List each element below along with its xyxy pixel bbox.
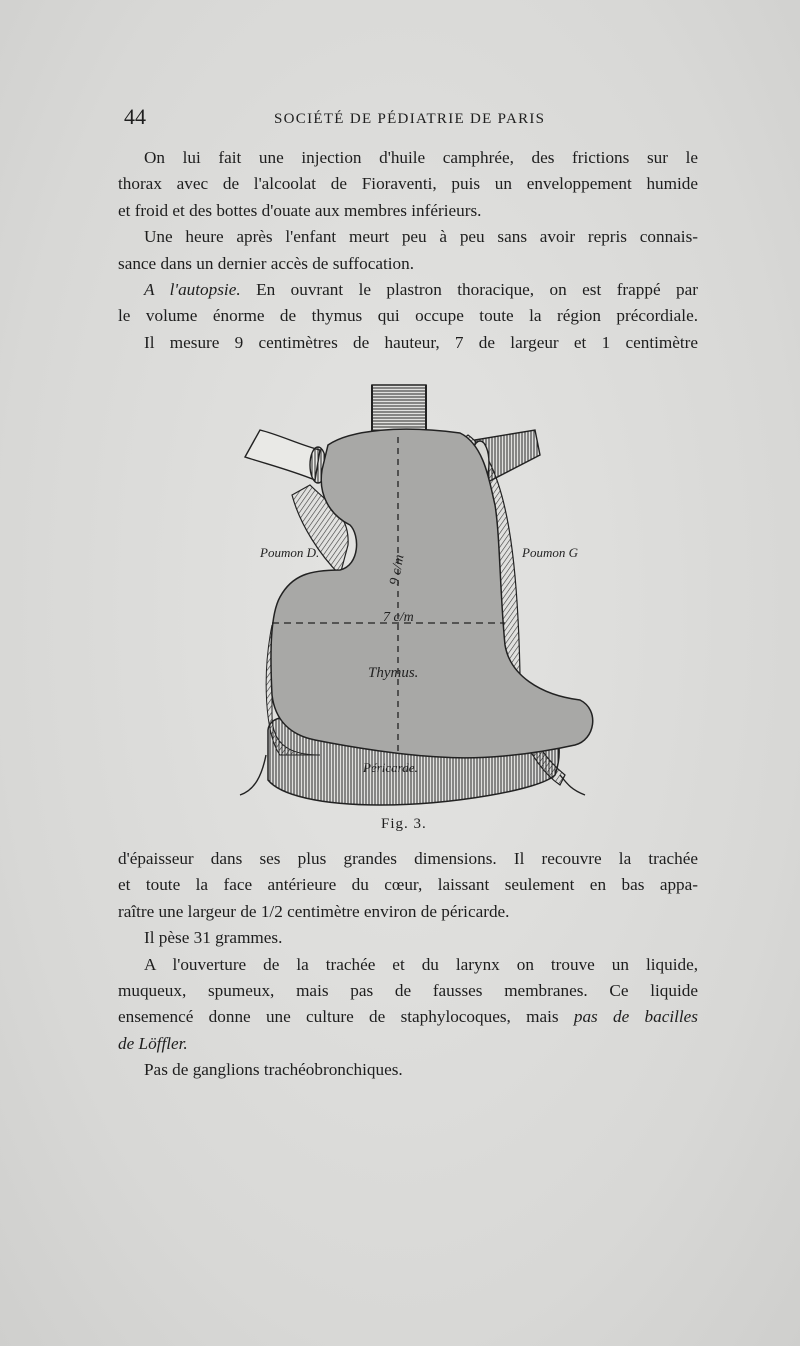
text-block-bottom: [118, 846, 698, 1084]
paragraph-line: Pas de ganglions trachéobronchiques.: [144, 1060, 403, 1080]
label-poumon-d: Poumon D.: [260, 545, 320, 560]
paragraph-line: thorax avec de l'alcoolat de Fioraventi, puis un enveloppement humide: [118, 174, 698, 194]
paragraph-line: et toute la face antérieure du cœur, laissant seulement en bas appa-: [118, 875, 698, 895]
paragraph-text: ensemencé donne une culture de staphylocoques, mais: [118, 1007, 574, 1027]
text-block-top: [118, 145, 698, 356]
paragraph-text: En ouvrant le plastron thoracique, on est frappé par: [240, 280, 698, 300]
running-header: [124, 104, 684, 134]
running-title: SOCIÉTÉ DE PÉDIATRIE DE PARIS: [274, 111, 546, 127]
paragraph-line: sance dans un dernier accès de suffocation.: [118, 253, 415, 273]
paragraph-line: muqueux, spumeux, mais pas de fausses membranes. Ce liquide: [118, 981, 698, 1001]
label-width: 7 c/m: [383, 610, 414, 625]
paragraph-line: et froid et des bottes d'ouate aux membres inférieurs.: [118, 200, 482, 220]
paragraph-line: [118, 1004, 698, 1030]
page-number: 44: [124, 104, 146, 129]
label-height: 9 c/m: [387, 553, 408, 587]
paragraph-line: On lui fait une injection d'huile camphrée, des frictions sur le: [144, 148, 698, 167]
paragraph-line: [118, 277, 698, 303]
paragraph-line: d'épaisseur dans ses plus grandes dimensions. Il recouvre la trachée: [118, 849, 698, 868]
italic-text: pas de bacilles: [573, 1007, 698, 1027]
italic-heading-autopsie: A l'autopsie.: [144, 280, 241, 300]
paragraph-line: le volume énorme de thymus qui occupe toute la région précordiale.: [118, 306, 698, 326]
italic-text: de Löffler.: [118, 1033, 188, 1053]
figure-caption: Fig. 3.: [381, 816, 427, 832]
paragraph-line: [118, 1031, 698, 1057]
paragraph-line: Une heure après l'enfant meurt peu à peu sans avoir repris connais-: [144, 227, 698, 247]
paragraph-line: Il mesure 9 centimètres de hauteur, 7 de largeur et 1 centimètre: [144, 332, 698, 352]
paragraph-line: raître une largeur de 1/2 centimètre environ de péricarde.: [118, 901, 510, 921]
label-poumon-g: Poumon G: [522, 545, 578, 560]
label-pericarde: Péricarde.: [363, 760, 418, 775]
paragraph-line: A l'ouverture de la trachée et du larynx on trouve un liquide,: [144, 954, 698, 974]
label-thymus: Thymus.: [368, 665, 419, 681]
paragraph-line: Il pèse 31 grammes.: [144, 928, 283, 948]
thymus-figure: [200, 375, 610, 815]
